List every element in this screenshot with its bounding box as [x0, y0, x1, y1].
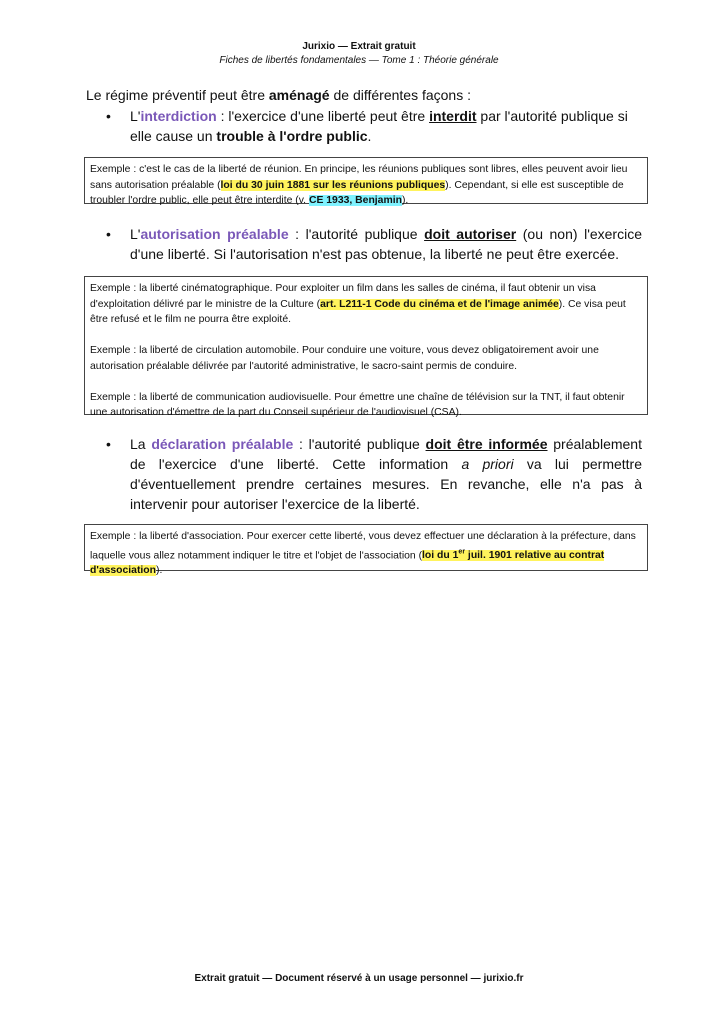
- example-box-autorisation: [84, 276, 648, 418]
- highlight-loi-1881: loi du 30 juin 1881 sur les réunions publiques: [220, 179, 446, 191]
- term-autorisation: autorisation préalable: [140, 226, 289, 242]
- bullet-dot: •: [106, 226, 111, 242]
- page-footer: Extrait gratuit — Document réservé à un usage personnel — jurixio.fr: [194, 973, 524, 984]
- bullet-dot: •: [106, 108, 111, 124]
- intro-text: Le régime préventif peut être: [86, 87, 269, 103]
- underlined-interdit: interdit: [429, 108, 477, 124]
- intro-bold: aménagé: [268, 87, 330, 103]
- bold-trouble: trouble à l'ordre public: [216, 128, 368, 144]
- bullet-text: L'autorisation préalable : l'autorité publique doit autoriser (ou non) l'exercice d'une liberté. Si l'autorisation n'est pas obtenue, la liberté ne peut être exercée.: [130, 226, 642, 262]
- term-declaration: déclaration préalable: [151, 436, 294, 452]
- highlight-art-l211-1: art. L211-1 Code du cinéma et de l'image animée: [320, 298, 559, 310]
- example-text: Exemple : c'est le cas de la liberté de réunion. En principe, les réunions publiques sont libres, elles peuvent avoir lieu sans autorisation préalable (loi du 30 juin 1881 sur les réunions publiques). Cependant, si elle est susceptible de troubler l'ordre public, elle peut être interdite (v. CE 1933, Benjamin).: [90, 164, 628, 206]
- bullet-declaration: [106, 434, 642, 518]
- bullet-interdiction: [106, 106, 642, 148]
- header-subtitle: Fiches de libertés fondamentales — Tome 1 : Théorie générale: [219, 55, 499, 66]
- example-box-association: [84, 524, 648, 577]
- intro-text-end: de différentes façons :: [329, 87, 471, 103]
- example-text: Exemple : la liberté d'association. Pour exercer cette liberté, vous devez effectuer une déclaration à la préfecture, dans laquelle vous allez notamment indiquer le titre et l'objet de l'association (loi du 1er juil. 1901 relative au contrat d'association).: [90, 531, 636, 577]
- header-title: Jurixio — Extrait gratuit: [302, 41, 416, 52]
- intro-paragraph: [86, 86, 642, 105]
- underlined-doit-autoriser: doit autoriser: [424, 226, 517, 242]
- example-circulation: Exemple : la liberté de circulation automobile. Pour conduire une voiture, vous devez obligatoirement avoir une autorisation préalable délivrée par l'autorité administrative, le sacro-saint permis de conduire.: [90, 345, 599, 372]
- bullet-autorisation: [106, 224, 642, 266]
- highlight-ce-benjamin: CE 1933, Benjamin: [308, 195, 402, 206]
- term-interdiction: interdiction: [140, 108, 217, 124]
- page-header: [0, 40, 718, 68]
- example-cinema: Exemple : la liberté cinématographique. Pour exploiter un film dans les salles de cinéma, il faut obtenir un visa d'exploitation délivré par le ministre de la Culture (art. L211-1 Code du cinéma et de l'image animée). Ce visa peut être refusé et le film ne pourra être exploité.: [90, 283, 626, 325]
- example-audiovisuel: Exemple : la liberté de communication audiovisuelle. Pour émettre une chaîne de télévision sur la TNT, il faut obtenir une autorisation d'émettre de la part du Conseil supérieur de l'audiovisuel (CSA).: [90, 391, 625, 418]
- bullet-text: L'interdiction : l'exercice d'une liberté peut être interdit par l'autorité publique si elle cause un trouble à l'ordre public.: [130, 108, 628, 144]
- italic-a-priori: a priori: [461, 456, 514, 472]
- highlight-loi-1901: loi du 1er juil. 1901 relative au contrat d'association: [90, 548, 605, 577]
- example-box-reunion: [84, 157, 648, 204]
- bullet-dot: •: [106, 436, 111, 452]
- underlined-doit-etre-informee: doit être informée: [425, 436, 548, 452]
- bullet-text: La déclaration préalable : l'autorité publique doit être informée préalablement de l'exercice d'une liberté. Cette information a priori va lui permettre d'éventuellement prendre certaines mesures. En revanche, elle n'a pas à intervenir pour autoriser l'exercice de la liberté.: [130, 436, 642, 512]
